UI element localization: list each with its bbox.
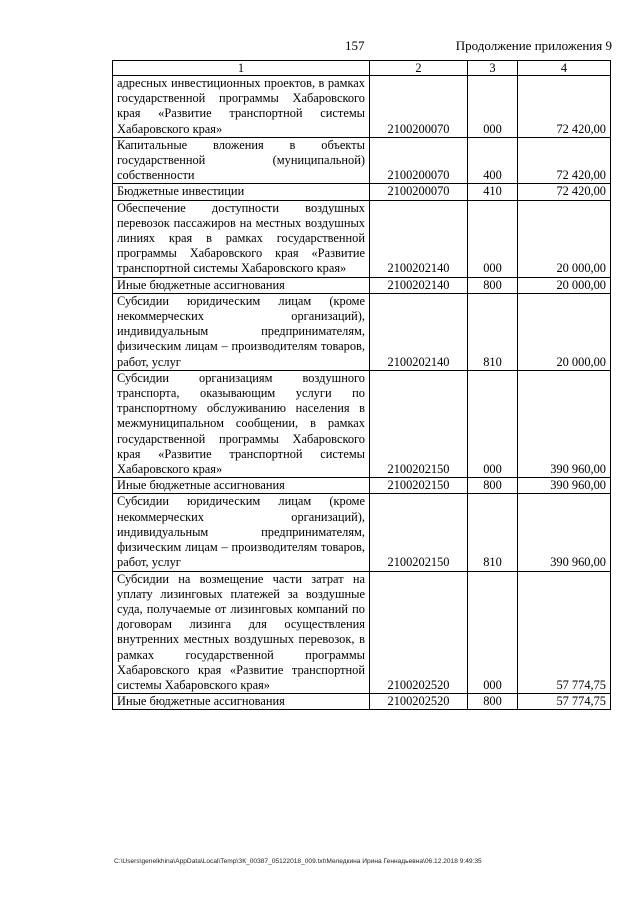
- footer-file-path: C:\Users\genelkhina\AppData\Local\Temp\ЗК_00387_05122018_009.txt\Меледкина Ирина Геннадьевна\06.12.2018 9:49:35: [114, 858, 482, 865]
- table-body: [113, 76, 611, 710]
- row-name-cell: Субсидии юридическим лицам (кроме некоммерческих организаций), индивидуальным предпринимателям, физическим лицам – производителям товаров, работ, услуг: [113, 293, 370, 370]
- continuation-label: Продолжение приложения 9: [455, 38, 612, 53]
- row-name-cell: Субсидии организациям воздушного транспорта, оказывающим услуги по транспортному обслуживанию населения в межмуниципальном сообщении, в рамках государственной программы Хабаровского края «Развитие транспортной системы Хабаровского края»: [113, 370, 370, 477]
- row-csr-cell: 2100202520: [370, 694, 468, 710]
- row-name-cell: Обеспечение доступности воздушных перевозок пассажиров на местных воздушных линиях края в рамках государственной программы Хабаровского края «Развитие транспортной системы Хабаровского края»: [113, 200, 370, 277]
- row-amount-cell: 72 420,00: [518, 76, 611, 138]
- table-row: [113, 694, 611, 710]
- row-csr-cell: 2100200070: [370, 76, 468, 138]
- table-row: [113, 137, 611, 184]
- table-row: [113, 478, 611, 494]
- row-amount-cell: 20 000,00: [518, 277, 611, 293]
- column-header-amount: 4: [518, 61, 611, 76]
- row-name-cell: Иные бюджетные ассигнования: [113, 694, 370, 710]
- table-row: [113, 184, 611, 200]
- row-csr-cell: 2100202150: [370, 494, 468, 571]
- row-vr-cell: 800: [468, 478, 518, 494]
- column-header-csr: 2: [370, 61, 468, 76]
- table-header-row: [113, 61, 611, 76]
- table-row: [113, 370, 611, 477]
- row-amount-cell: 72 420,00: [518, 137, 611, 184]
- row-vr-cell: 000: [468, 571, 518, 694]
- row-csr-cell: 2100202140: [370, 277, 468, 293]
- row-vr-cell: 410: [468, 184, 518, 200]
- row-amount-cell: 20 000,00: [518, 200, 611, 277]
- row-vr-cell: 000: [468, 370, 518, 477]
- row-name-cell: Иные бюджетные ассигнования: [113, 478, 370, 494]
- row-vr-cell: 810: [468, 494, 518, 571]
- table-row: [113, 277, 611, 293]
- row-vr-cell: 000: [468, 200, 518, 277]
- row-vr-cell: 000: [468, 76, 518, 138]
- table-row: [113, 200, 611, 277]
- row-csr-cell: 2100202520: [370, 571, 468, 694]
- column-header-vr: 3: [468, 61, 518, 76]
- row-name-cell: Капитальные вложения в объекты государственной (муниципальной) собственности: [113, 137, 370, 184]
- page-header: [0, 38, 640, 56]
- row-csr-cell: 2100202150: [370, 370, 468, 477]
- row-amount-cell: 57 774,75: [518, 571, 611, 694]
- row-amount-cell: 390 960,00: [518, 370, 611, 477]
- row-amount-cell: 57 774,75: [518, 694, 611, 710]
- table-row: [113, 571, 611, 694]
- row-csr-cell: 2100200070: [370, 137, 468, 184]
- row-amount-cell: 390 960,00: [518, 478, 611, 494]
- table-row: [113, 494, 611, 571]
- row-csr-cell: 2100200070: [370, 184, 468, 200]
- row-csr-cell: 2100202140: [370, 293, 468, 370]
- row-name-cell: Иные бюджетные ассигнования: [113, 277, 370, 293]
- row-vr-cell: 800: [468, 277, 518, 293]
- row-vr-cell: 810: [468, 293, 518, 370]
- row-csr-cell: 2100202140: [370, 200, 468, 277]
- row-amount-cell: 390 960,00: [518, 494, 611, 571]
- row-name-cell: Субсидии на возмещение части затрат на уплату лизинговых платежей за воздушные суда, получаемые от лизинговых компаний по договорам лизинга для осуществления внутренних местных воздушных перевозок, в рамках государственной программы Хабаровского края «Развитие транспортной системы Хабаровского края»: [113, 571, 370, 694]
- column-header-name: 1: [113, 61, 370, 76]
- row-vr-cell: 400: [468, 137, 518, 184]
- row-csr-cell: 2100202150: [370, 478, 468, 494]
- row-name-cell: Бюджетные инвестиции: [113, 184, 370, 200]
- table-row: [113, 76, 611, 138]
- row-name-cell: адресных инвестиционных проектов, в рамках государственной программы Хабаровского края «Развитие транспортной системы Хабаровского края»: [113, 76, 370, 138]
- page-number: 157: [345, 38, 365, 53]
- table-row: [113, 293, 611, 370]
- row-name-cell: Субсидии юридическим лицам (кроме некоммерческих организаций), индивидуальным предпринимателям, физическим лицам – производителям товаров, работ, услуг: [113, 494, 370, 571]
- row-amount-cell: 72 420,00: [518, 184, 611, 200]
- row-vr-cell: 800: [468, 694, 518, 710]
- row-amount-cell: 20 000,00: [518, 293, 611, 370]
- budget-table: [112, 60, 611, 710]
